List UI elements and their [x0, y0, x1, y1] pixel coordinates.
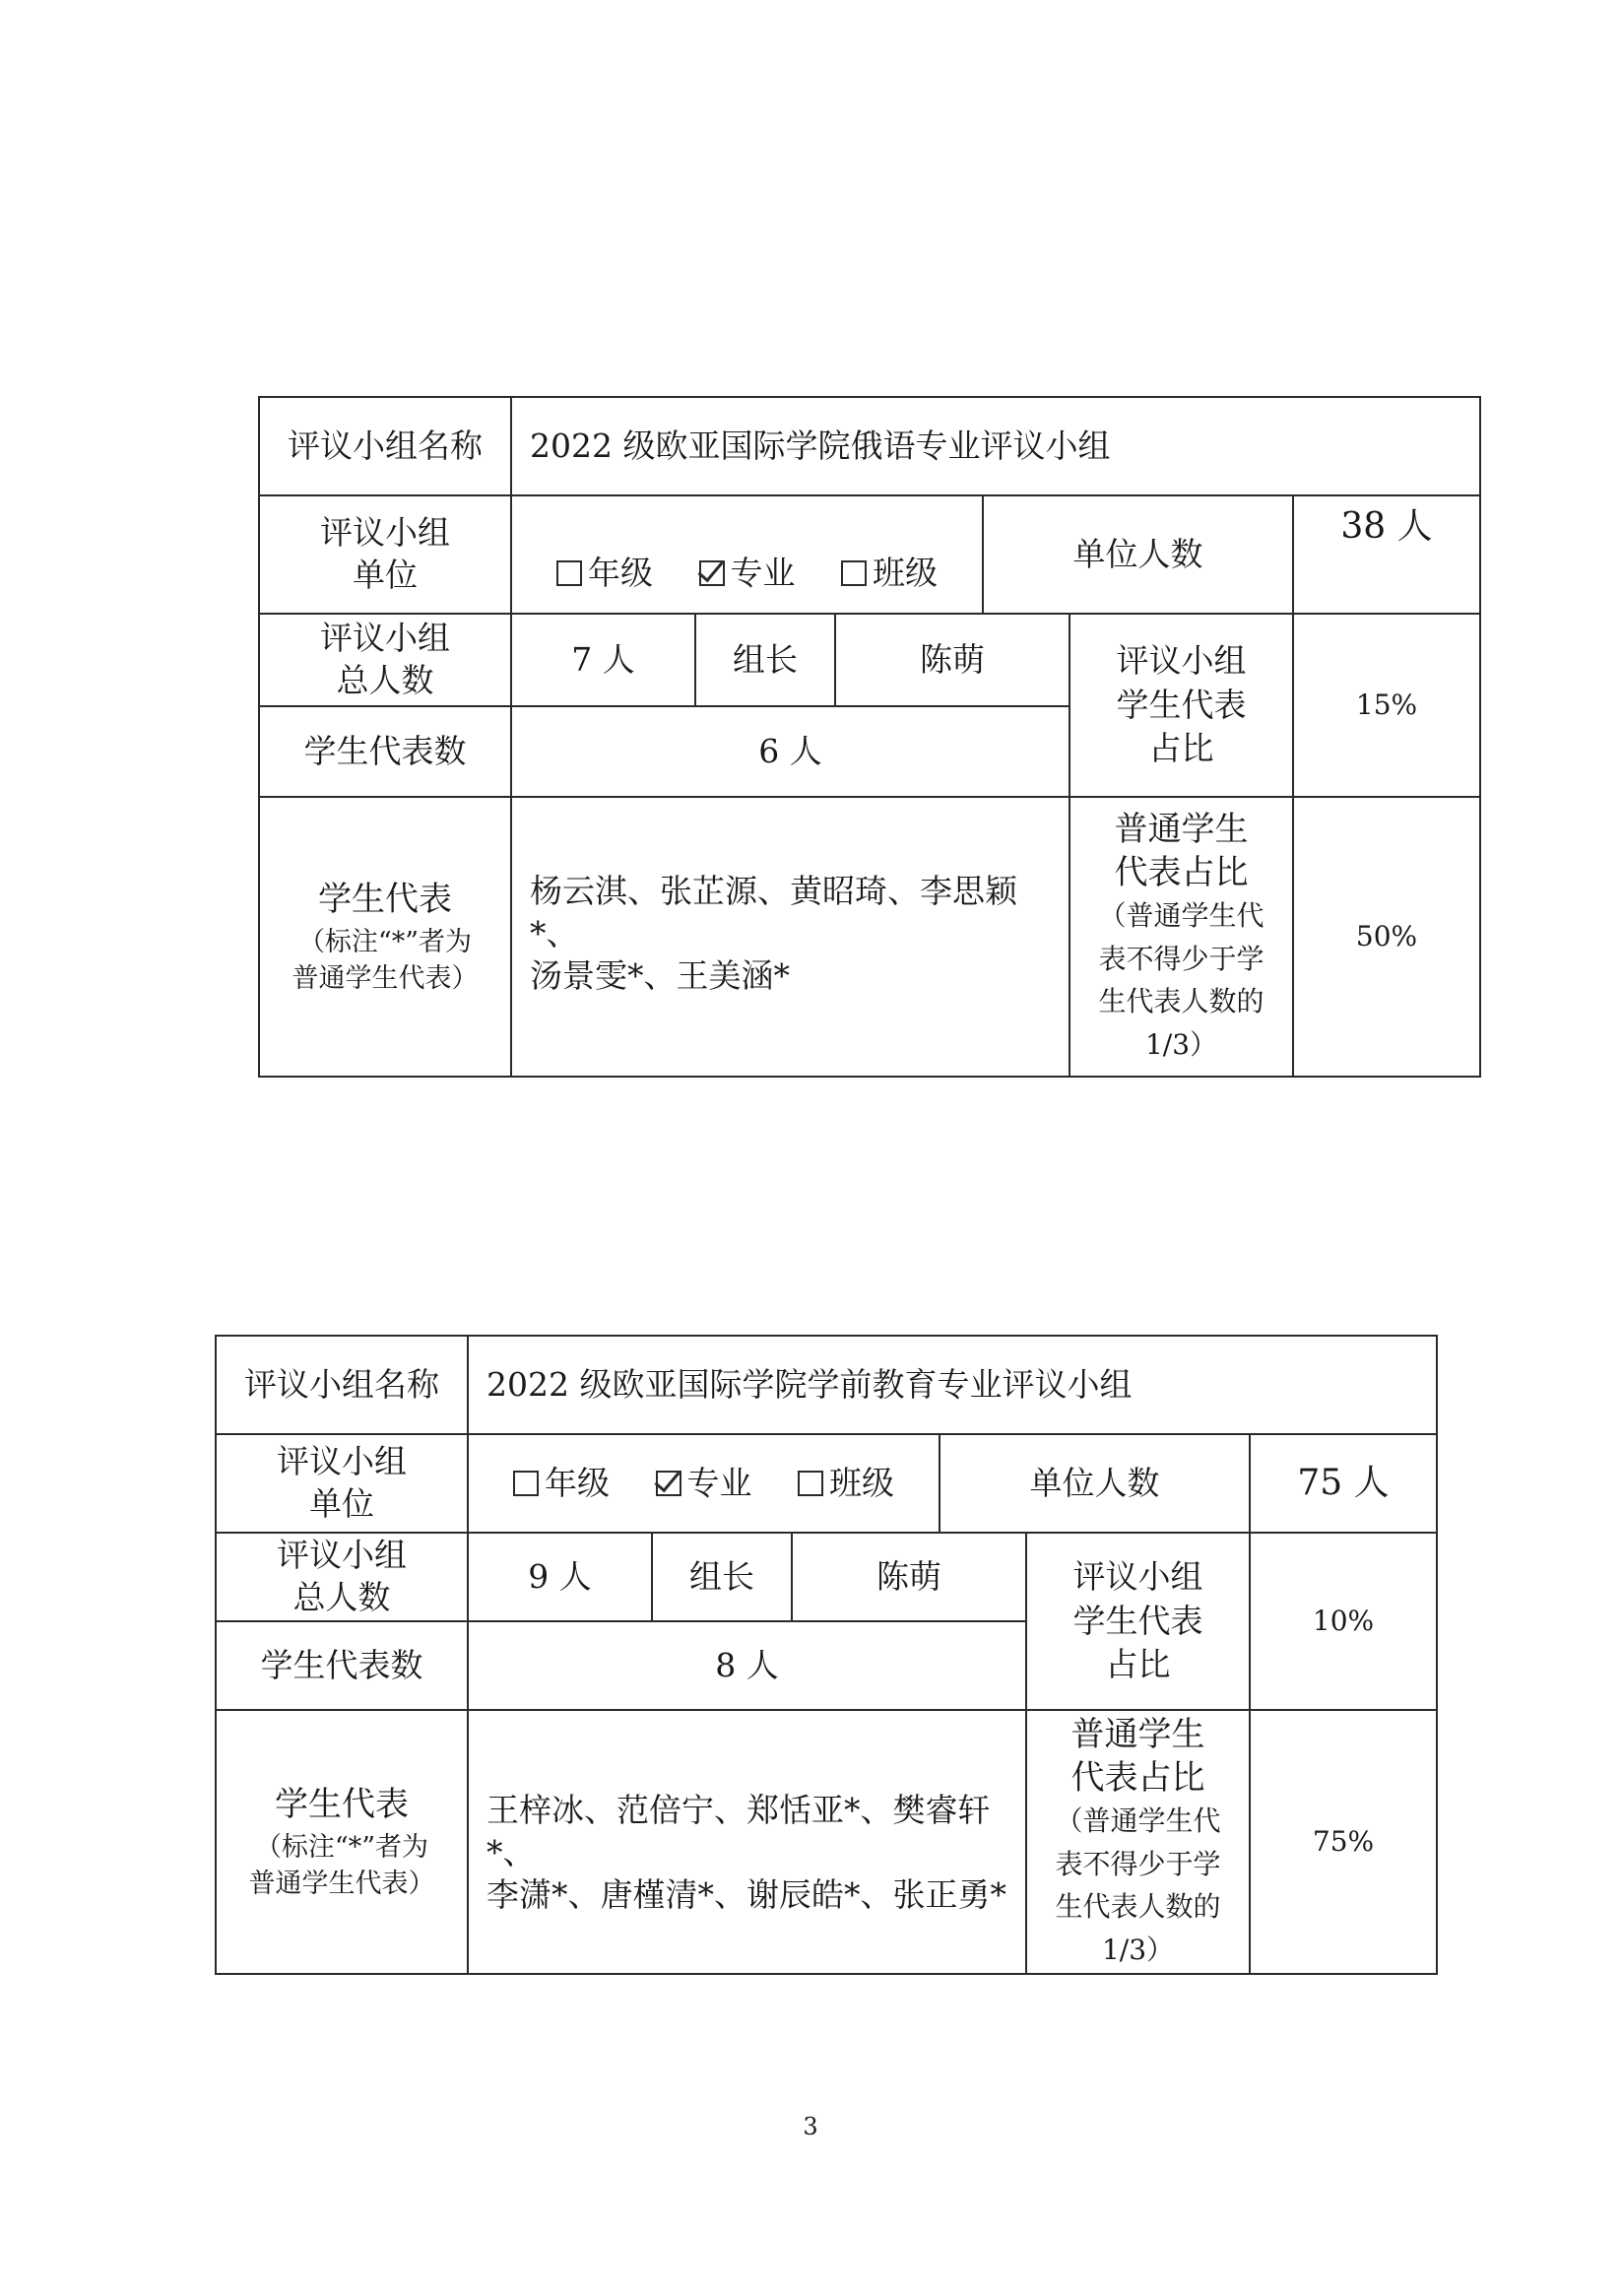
leader-value: 陈萌 — [835, 614, 1070, 706]
option-class[interactable]: 班级 — [798, 1464, 894, 1502]
option-grade[interactable]: 年级 — [556, 554, 653, 592]
reps-list-line: 杨云淇、张芷源、黄昭琦、李思颖*、 — [530, 872, 1017, 952]
group-name-label: 评议小组名称 — [259, 397, 511, 495]
checkbox-grade-icon[interactable] — [513, 1471, 539, 1496]
option-class[interactable]: 班级 — [841, 554, 938, 592]
rep-count-label: 学生代表数 — [216, 1621, 468, 1710]
reps-label: 学生代表 （标注“*”者为 普通学生代表） — [259, 797, 511, 1077]
reps-list-line: 李潇*、唐槿清*、谢辰皓*、张正勇* — [486, 1874, 1006, 1914]
rep-ratio-label: 评议小组 学生代表 占比 — [1070, 614, 1293, 797]
leader-label: 组长 — [652, 1533, 792, 1621]
unit-count-label: 单位人数 — [940, 1434, 1250, 1533]
leader-label: 组长 — [695, 614, 835, 706]
rep-count-value: 6 人 — [511, 706, 1070, 797]
unit-label: 评议小组 单位 — [259, 495, 511, 614]
total-label: 评议小组 总人数 — [259, 614, 511, 706]
option-major[interactable]: 专业 — [699, 554, 796, 592]
common-ratio-label: 普通学生 代表占比 （普通学生代 表不得少于学 生代表人数的 1/3） — [1070, 797, 1293, 1077]
total-label: 评议小组 总人数 — [216, 1533, 468, 1621]
total-value: 7 人 — [511, 614, 695, 706]
reps-list-line: 汤景雯*、王美涵* — [530, 955, 790, 995]
checkbox-class-icon[interactable] — [841, 560, 867, 586]
rep-count-label: 学生代表数 — [259, 706, 511, 797]
checkbox-class-icon[interactable] — [798, 1471, 823, 1496]
unit-type-options — [468, 1434, 940, 1533]
review-group-table-2 — [215, 1335, 1438, 1975]
rep-ratio-value: 10% — [1250, 1533, 1437, 1710]
unit-type-options — [511, 495, 983, 614]
unit-count-value: 75 人 — [1250, 1434, 1437, 1533]
rep-ratio-value: 15% — [1293, 614, 1480, 797]
common-ratio-value: 50% — [1293, 797, 1480, 1077]
reps-label: 学生代表 （标注“*”者为 普通学生代表） — [216, 1710, 468, 1974]
review-group-table-1 — [258, 396, 1481, 1078]
unit-label: 评议小组 单位 — [216, 1434, 468, 1533]
option-major[interactable]: 专业 — [656, 1464, 752, 1502]
reps-list-line: 王梓冰、范倍宁、郑恬亚*、樊睿轩*、 — [486, 1791, 991, 1871]
checkbox-grade-icon[interactable] — [556, 560, 582, 586]
leader-value: 陈萌 — [792, 1533, 1026, 1621]
group-name-label: 评议小组名称 — [216, 1336, 468, 1434]
rep-count-value: 8 人 — [468, 1621, 1026, 1710]
checkbox-major-checked-icon[interactable] — [656, 1471, 681, 1496]
total-value: 9 人 — [468, 1533, 652, 1621]
checkbox-major-checked-icon[interactable] — [699, 560, 725, 586]
reps-list — [511, 797, 1070, 1077]
common-ratio-value: 75% — [1250, 1710, 1437, 1974]
group-name-value: 2022 级欧亚国际学院俄语专业评议小组 — [511, 397, 1480, 495]
option-grade[interactable]: 年级 — [513, 1464, 610, 1502]
unit-count-value: 38 人 — [1293, 495, 1480, 614]
page-number: 3 — [803, 2113, 818, 2140]
unit-count-label: 单位人数 — [983, 495, 1293, 614]
reps-list — [468, 1710, 1026, 1974]
rep-ratio-label: 评议小组 学生代表 占比 — [1026, 1533, 1250, 1710]
group-name-value: 2022 级欧亚国际学院学前教育专业评议小组 — [468, 1336, 1437, 1434]
common-ratio-label: 普通学生 代表占比 （普通学生代 表不得少于学 生代表人数的 1/3） — [1026, 1710, 1250, 1974]
